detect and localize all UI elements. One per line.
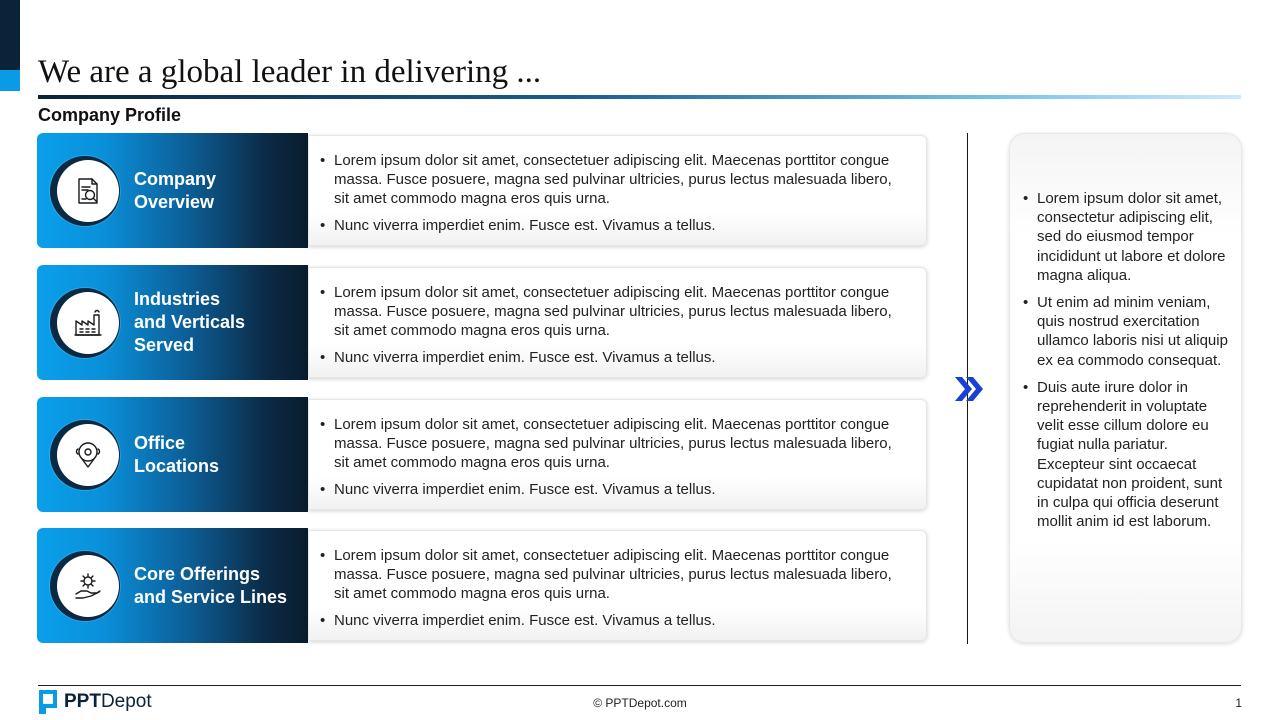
icon-disc	[57, 424, 119, 486]
logo-text-rest: Depot	[100, 691, 152, 712]
footer-rule	[38, 685, 1241, 686]
bullet-item: • Lorem ipsum dolor sit amet, consectetuer adipiscing elit. Maecenas porttitor congue massa. Fusce posuere, magna sed pulvinar ultricies, purus lectus malesuada libero, sit amet commodo magna eros quis urna.	[320, 546, 910, 603]
row-body	[308, 267, 927, 378]
icon-disc	[57, 555, 119, 617]
summary-bullet-item: • Ut enim ad minim veniam, quis nostrud exercitation ullamco laboris nisi ut aliquip ex ea commodo consequat.	[1023, 293, 1229, 370]
row-body	[308, 135, 927, 246]
bullet-item: • Nunc viverra imperdiet enim. Fusce est. Vivamus a tellus.	[320, 348, 910, 367]
row-header	[37, 397, 308, 512]
location-pin-icon	[72, 439, 104, 471]
logo-text-bold: PPT	[64, 691, 101, 712]
document-search-icon	[72, 175, 104, 207]
profile-row-office-locations	[37, 397, 927, 512]
icon-disc	[57, 160, 119, 222]
bullet-list	[320, 283, 910, 375]
summary-bullet-item: • Lorem ipsum dolor sit amet, consectetur adipiscing elit, sed do eiusmod tempor incididunt ut labore et dolore magna aliqua.	[1023, 189, 1229, 285]
slide-subtitle: Company Profile	[38, 105, 182, 125]
summary-bullet-item: • Duis aute irure dolor in reprehenderit in voluptate velit esse cillum dolore eu fugiat nulla pariatur. Excepteur sint occaecat cupidatat non proident, sunt in culpa qui officia deserunt mollit anim id est laborum.	[1023, 378, 1229, 532]
bullet-item: • Lorem ipsum dolor sit amet, consectetuer adipiscing elit. Maecenas porttitor congue massa. Fusce posuere, magna sed pulvinar ultricies, purus lectus malesuada libero, sit amet commodo magna eros quis urna.	[320, 415, 910, 472]
row-label: Company Overview	[134, 168, 217, 212]
bullet-item: • Lorem ipsum dolor sit amet, consectetuer adipiscing elit. Maecenas porttitor congue massa. Fusce posuere, magna sed pulvinar ultricies, purus lectus malesuada libero, sit amet commodo magna eros quis urna.	[320, 151, 910, 208]
bullet-item: • Lorem ipsum dolor sit amet, consectetuer adipiscing elit. Maecenas porttitor congue massa. Fusce posuere, magna sed pulvinar ultricies, purus lectus malesuada libero, sit amet commodo magna eros quis urna.	[320, 283, 910, 340]
row-label: Core Offerings and Service Lines	[134, 563, 288, 607]
row-label: Office Locations	[134, 432, 220, 476]
row-label: Industries and Verticals Served	[134, 289, 246, 355]
row-header	[37, 265, 308, 380]
copyright-text: © PPTDepot.com	[593, 696, 687, 710]
icon-disc	[57, 292, 119, 354]
bullet-item: • Nunc viverra imperdiet enim. Fusce est. Vivamus a tellus.	[320, 480, 910, 499]
double-chevron-right-icon	[953, 375, 983, 403]
profile-row-core-offerings	[37, 528, 927, 643]
title-underline	[38, 95, 1241, 99]
profile-row-industries	[37, 265, 927, 380]
corner-accent-dark	[0, 0, 20, 70]
row-header	[37, 133, 308, 248]
factory-icon	[72, 307, 104, 339]
summary-card	[1009, 133, 1242, 643]
slide-title: We are a global leader in delivering ...	[38, 54, 542, 90]
bullet-list	[320, 546, 910, 638]
row-body	[308, 530, 927, 641]
bullet-item: • Nunc viverra imperdiet enim. Fusce est. Vivamus a tellus.	[320, 611, 910, 630]
corner-accent-blue	[0, 70, 20, 91]
page-number: 1	[1235, 696, 1242, 710]
row-header	[37, 528, 308, 643]
profile-row-company-overview	[37, 133, 927, 248]
bullet-list	[320, 415, 910, 507]
gear-hand-icon	[72, 570, 104, 602]
bullet-list	[320, 151, 910, 243]
summary-bullet-list	[1023, 189, 1229, 539]
bullet-item: • Nunc viverra imperdiet enim. Fusce est. Vivamus a tellus.	[320, 216, 910, 235]
row-body	[308, 399, 927, 510]
